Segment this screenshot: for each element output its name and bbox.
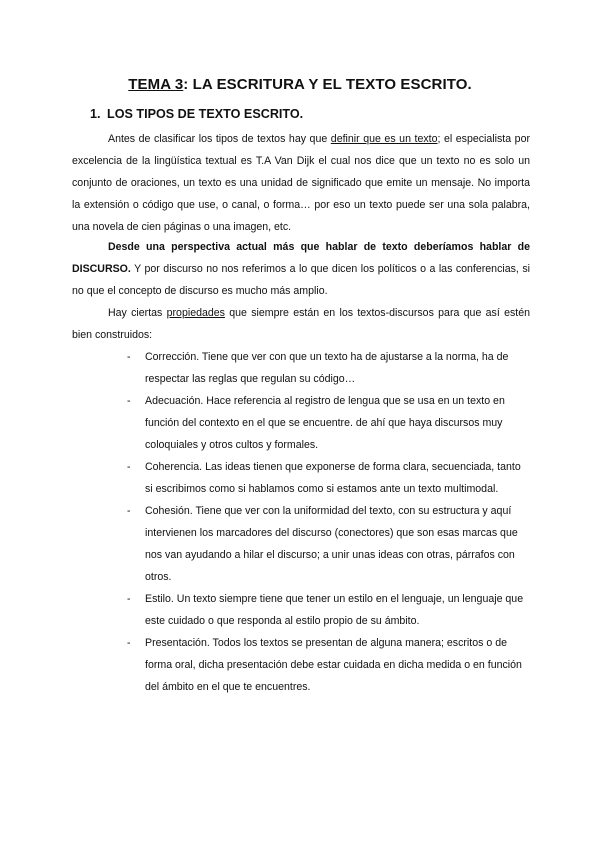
paragraph-discourse xyxy=(72,236,530,302)
property-correccion: Corrección. Tiene que ver con que un texto ha de ajustarse a la norma, ha de respectar las reglas que regulan su código… xyxy=(145,351,509,385)
paragraph2-after: Y por discurso no nos referimos a lo que dicen los políticos o a las conferencias, si no que el concepto de discurso es mucho más amplio. xyxy=(72,263,530,297)
property-estilo: Estilo. Un texto siempre tiene que tener un estilo en el lenguaje, un lenguaje que este cuidado o que responda al estilo propio de su ámbito. xyxy=(145,593,524,627)
list-dash: - xyxy=(127,593,131,605)
property-cohesion: Cohesión. Tiene que ver con la uniformidad del texto, con su estructura y aquí intervienen los marcadores del discurso (conectores) que son esas marcas que nos van ayudando a hilar el discurso; a unir unas ideas con otras, párrafos con otros. xyxy=(145,505,518,583)
list-dash: - xyxy=(127,351,131,363)
list-dash: - xyxy=(127,395,131,407)
list-item xyxy=(72,588,532,632)
list-item xyxy=(72,456,532,500)
list-item xyxy=(72,390,532,456)
properties-list xyxy=(72,346,532,698)
paragraph1-after: ; el especialista por excelencia de la lingüística textual es T.A Van Dijk el cual nos dice que un texto no es solo un conjunto de oraciones, un texto es una unidad de significado que emite un mensaje. No importa la extensión o código que use, o canal, o forma… por eso un texto puede ser una sola palabra, una novela de cien páginas o una imagen, etc. xyxy=(72,133,530,233)
paragraph1-underlined: definir que es un texto xyxy=(330,133,438,145)
property-coherencia: Coherencia. Las ideas tienen que exponerse de forma clara, secuenciada, tanto si escribimos como si hablamos como si estamos ante un texto multimodal. xyxy=(145,461,521,495)
list-item xyxy=(72,500,532,588)
paragraph-properties-intro xyxy=(72,302,530,346)
property-adecuacion: Adecuación. Hace referencia al registro de lengua que se usa en un texto en función del contexto en el que se encuentre. de ahí que haya discursos muy coloquiales y otros cultos y formales. xyxy=(145,395,505,451)
section-label: LOS TIPOS DE TEXTO ESCRITO. xyxy=(107,107,304,121)
document-title xyxy=(0,76,600,93)
list-item xyxy=(72,346,532,390)
paragraph3-after: que siempre están en los textos-discursos para que así estén bien construidos: xyxy=(72,307,530,341)
list-dash: - xyxy=(127,505,131,517)
paragraph-text-definition xyxy=(72,128,530,238)
list-dash: - xyxy=(127,461,131,473)
list-item xyxy=(72,632,532,698)
list-dash: - xyxy=(127,637,131,649)
paragraph2-bold: Desde una perspectiva actual más que hablar de texto deberíamos hablar de DISCURSO. xyxy=(72,241,530,275)
section-number: 1. xyxy=(90,107,101,121)
title-text: : LA ESCRITURA Y EL TEXTO ESCRITO. xyxy=(183,76,472,93)
property-presentacion: Presentación. Todos los textos se presentan de alguna manera; escritos o de forma oral, dicha presentación debe estar cuidada en dicha medida o en función del ámbito en el que te encuentres. xyxy=(145,637,522,693)
section-heading xyxy=(90,107,303,121)
paragraph3-before: Hay ciertas xyxy=(108,307,167,319)
paragraph1-before: Antes de clasificar los tipos de textos hay que xyxy=(108,133,331,145)
title-topic-number: TEMA 3 xyxy=(128,76,184,93)
paragraph3-underlined: propiedades xyxy=(166,307,225,319)
